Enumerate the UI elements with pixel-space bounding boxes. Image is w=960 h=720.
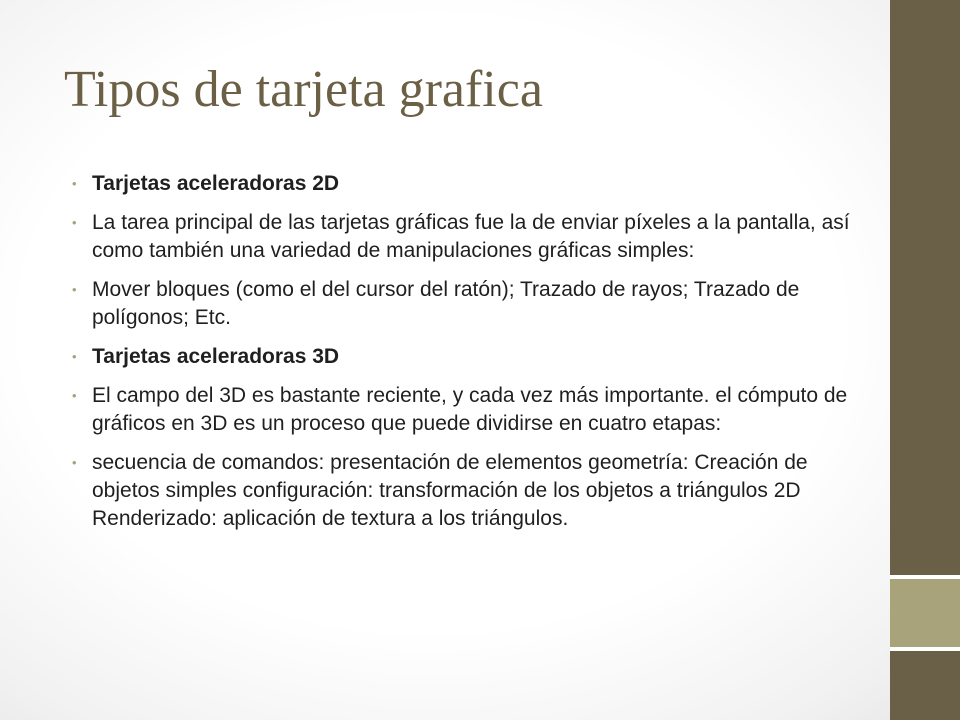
bullet-dot-icon: • [72,455,77,470]
slide-title: Tipos de tarjeta grafica [64,61,543,118]
bullet-dot-icon: • [72,282,77,297]
bullet-list [68,170,858,544]
decorative-sidebar [890,0,960,720]
bullet-text: La tarea principal de las tarjetas gráficas fue la de enviar píxeles a la pantalla, así como también una variedad de manipulaciones gráficas simples: [92,211,850,262]
bullet-item [68,209,858,265]
bullet-dot-icon: • [72,388,77,403]
bullet-dot-icon: • [72,215,77,230]
bullet-text: secuencia de comandos: presentación de elementos geometría: Creación de objetos simples configuración: transformación de los objetos a triángulos 2D Renderizado: aplicación de textura a los triángulos. [92,451,808,530]
bullet-item [68,276,858,332]
bullet-text: El campo del 3D es bastante reciente, y cada vez más importante. el cómputo de gráficos en 3D es un proceso que puede dividirse en cuatro etapas: [92,384,848,435]
bullet-item [68,343,858,371]
sidebar-band-middle [890,579,960,647]
bullet-item [68,170,858,198]
bullet-text: Tarjetas aceleradoras 2D [92,172,340,195]
bullet-text: Mover bloques (como el del cursor del ratón); Trazado de rayos; Trazado de polígonos; Etc. [92,278,800,329]
sidebar-band-top [890,0,960,575]
bullet-dot-icon: • [72,349,77,364]
bullet-item [68,382,858,438]
sidebar-band-bottom [890,651,960,720]
bullet-dot-icon: • [72,176,77,191]
bullet-item [68,449,858,533]
bullet-text: Tarjetas aceleradoras 3D [92,345,340,368]
